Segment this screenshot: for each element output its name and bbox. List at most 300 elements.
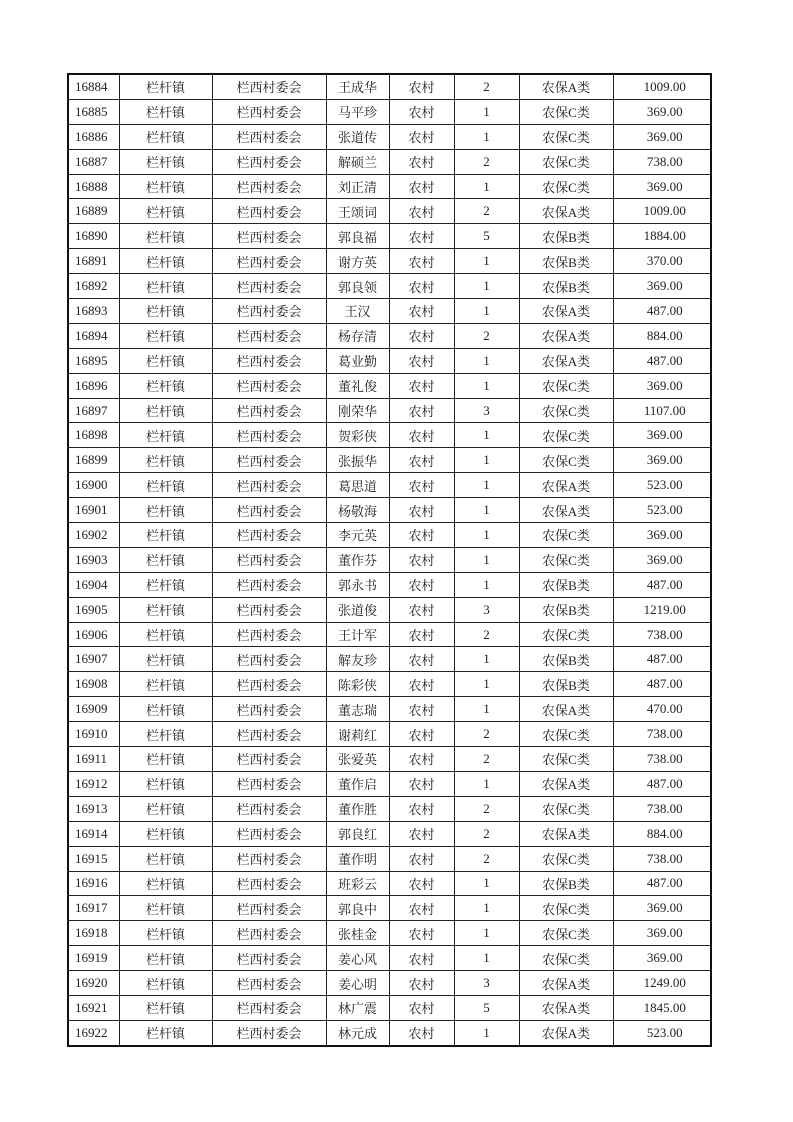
cell-count: 2 — [454, 722, 519, 747]
cell-category: 农保A类 — [519, 771, 613, 796]
cell-village: 栏西村委会 — [212, 871, 326, 896]
table-row — [68, 373, 711, 398]
cell-type: 农村 — [389, 124, 454, 149]
cell-name: 张道俊 — [326, 597, 389, 622]
cell-village: 栏西村委会 — [212, 1020, 326, 1045]
cell-id: 16892 — [68, 274, 119, 299]
cell-id: 16899 — [68, 448, 119, 473]
cell-town: 栏杆镇 — [119, 946, 212, 971]
cell-amount: 369.00 — [613, 523, 711, 548]
cell-amount: 487.00 — [613, 871, 711, 896]
cell-amount: 369.00 — [613, 99, 711, 124]
cell-name: 王颂词 — [326, 199, 389, 224]
cell-category: 农保B类 — [519, 871, 613, 896]
cell-category: 农保C类 — [519, 423, 613, 448]
cell-id: 16914 — [68, 821, 119, 846]
cell-village: 栏西村委会 — [212, 473, 326, 498]
cell-type: 农村 — [389, 249, 454, 274]
cell-village: 栏西村委会 — [212, 523, 326, 548]
cell-town: 栏杆镇 — [119, 398, 212, 423]
cell-name: 董作芬 — [326, 547, 389, 572]
cell-amount: 1249.00 — [613, 971, 711, 996]
cell-count: 1 — [454, 523, 519, 548]
cell-village: 栏西村委会 — [212, 348, 326, 373]
cell-amount: 470.00 — [613, 697, 711, 722]
cell-category: 农保C类 — [519, 747, 613, 772]
cell-count: 3 — [454, 597, 519, 622]
cell-village: 栏西村委会 — [212, 821, 326, 846]
cell-name: 解硕兰 — [326, 149, 389, 174]
cell-name: 姜心风 — [326, 946, 389, 971]
cell-village: 栏西村委会 — [212, 74, 326, 99]
cell-town: 栏杆镇 — [119, 323, 212, 348]
cell-type: 农村 — [389, 323, 454, 348]
cell-category: 农保A类 — [519, 821, 613, 846]
cell-category: 农保A类 — [519, 995, 613, 1020]
cell-id: 16902 — [68, 523, 119, 548]
cell-id: 16911 — [68, 747, 119, 772]
cell-category: 农保B类 — [519, 647, 613, 672]
cell-town: 栏杆镇 — [119, 921, 212, 946]
cell-town: 栏杆镇 — [119, 647, 212, 672]
cell-type: 农村 — [389, 946, 454, 971]
cell-category: 农保A类 — [519, 697, 613, 722]
cell-town: 栏杆镇 — [119, 796, 212, 821]
cell-count: 2 — [454, 846, 519, 871]
cell-town: 栏杆镇 — [119, 448, 212, 473]
table-row — [68, 149, 711, 174]
cell-village: 栏西村委会 — [212, 622, 326, 647]
cell-name: 郭永书 — [326, 572, 389, 597]
cell-name: 林广震 — [326, 995, 389, 1020]
cell-town: 栏杆镇 — [119, 523, 212, 548]
cell-amount: 738.00 — [613, 747, 711, 772]
cell-category: 农保C类 — [519, 896, 613, 921]
cell-id: 16921 — [68, 995, 119, 1020]
cell-village: 栏西村委会 — [212, 647, 326, 672]
cell-count: 1 — [454, 871, 519, 896]
cell-village: 栏西村委会 — [212, 249, 326, 274]
cell-category: 农保C类 — [519, 174, 613, 199]
table-row — [68, 871, 711, 896]
cell-town: 栏杆镇 — [119, 199, 212, 224]
cell-name: 董作启 — [326, 771, 389, 796]
cell-id: 16904 — [68, 572, 119, 597]
table-row — [68, 473, 711, 498]
cell-count: 2 — [454, 622, 519, 647]
cell-village: 栏西村委会 — [212, 299, 326, 324]
cell-count: 2 — [454, 149, 519, 174]
cell-type: 农村 — [389, 398, 454, 423]
cell-town: 栏杆镇 — [119, 971, 212, 996]
cell-town: 栏杆镇 — [119, 498, 212, 523]
cell-amount: 369.00 — [613, 423, 711, 448]
table-row — [68, 348, 711, 373]
cell-town: 栏杆镇 — [119, 572, 212, 597]
cell-type: 农村 — [389, 448, 454, 473]
cell-amount: 369.00 — [613, 448, 711, 473]
cell-amount: 884.00 — [613, 323, 711, 348]
cell-category: 农保C类 — [519, 921, 613, 946]
cell-name: 郭良福 — [326, 224, 389, 249]
cell-town: 栏杆镇 — [119, 821, 212, 846]
cell-type: 农村 — [389, 99, 454, 124]
cell-category: 农保C类 — [519, 622, 613, 647]
cell-id: 16886 — [68, 124, 119, 149]
cell-village: 栏西村委会 — [212, 747, 326, 772]
cell-amount: 884.00 — [613, 821, 711, 846]
cell-id: 16894 — [68, 323, 119, 348]
cell-type: 农村 — [389, 348, 454, 373]
cell-count: 1 — [454, 423, 519, 448]
cell-town: 栏杆镇 — [119, 697, 212, 722]
cell-type: 农村 — [389, 995, 454, 1020]
cell-count: 1 — [454, 1020, 519, 1045]
table-row — [68, 896, 711, 921]
cell-amount: 369.00 — [613, 174, 711, 199]
cell-id: 16906 — [68, 622, 119, 647]
table-row — [68, 697, 711, 722]
cell-town: 栏杆镇 — [119, 99, 212, 124]
cell-town: 栏杆镇 — [119, 373, 212, 398]
cell-village: 栏西村委会 — [212, 398, 326, 423]
cell-amount: 738.00 — [613, 846, 711, 871]
cell-count: 3 — [454, 398, 519, 423]
cell-id: 16884 — [68, 74, 119, 99]
cell-category: 农保C类 — [519, 448, 613, 473]
table-row — [68, 771, 711, 796]
cell-id: 16897 — [68, 398, 119, 423]
cell-id: 16896 — [68, 373, 119, 398]
cell-village: 栏西村委会 — [212, 373, 326, 398]
cell-name: 陈彩侠 — [326, 672, 389, 697]
cell-name: 张振华 — [326, 448, 389, 473]
table-row — [68, 498, 711, 523]
table-row — [68, 547, 711, 572]
cell-amount: 523.00 — [613, 1020, 711, 1045]
cell-id: 16891 — [68, 249, 119, 274]
cell-town: 栏杆镇 — [119, 1020, 212, 1045]
cell-village: 栏西村委会 — [212, 995, 326, 1020]
cell-village: 栏西村委会 — [212, 99, 326, 124]
cell-count: 2 — [454, 821, 519, 846]
cell-town: 栏杆镇 — [119, 995, 212, 1020]
table-row — [68, 672, 711, 697]
table-row — [68, 647, 711, 672]
cell-amount: 1009.00 — [613, 74, 711, 99]
cell-amount: 487.00 — [613, 572, 711, 597]
cell-id: 16916 — [68, 871, 119, 896]
cell-id: 16917 — [68, 896, 119, 921]
table-row — [68, 523, 711, 548]
cell-village: 栏西村委会 — [212, 796, 326, 821]
table-row — [68, 249, 711, 274]
cell-amount: 487.00 — [613, 771, 711, 796]
cell-type: 农村 — [389, 722, 454, 747]
cell-category: 农保B类 — [519, 249, 613, 274]
cell-type: 农村 — [389, 672, 454, 697]
cell-id: 16912 — [68, 771, 119, 796]
cell-amount: 487.00 — [613, 348, 711, 373]
cell-town: 栏杆镇 — [119, 896, 212, 921]
records-table — [67, 73, 712, 1047]
cell-category: 农保C类 — [519, 722, 613, 747]
cell-village: 栏西村委会 — [212, 896, 326, 921]
cell-type: 农村 — [389, 547, 454, 572]
cell-count: 1 — [454, 249, 519, 274]
cell-type: 农村 — [389, 697, 454, 722]
cell-town: 栏杆镇 — [119, 722, 212, 747]
cell-id: 16900 — [68, 473, 119, 498]
cell-name: 姜心明 — [326, 971, 389, 996]
cell-village: 栏西村委会 — [212, 274, 326, 299]
cell-amount: 738.00 — [613, 722, 711, 747]
cell-type: 农村 — [389, 224, 454, 249]
cell-name: 解友珍 — [326, 647, 389, 672]
cell-town: 栏杆镇 — [119, 771, 212, 796]
cell-count: 3 — [454, 971, 519, 996]
cell-village: 栏西村委会 — [212, 149, 326, 174]
cell-count: 1 — [454, 174, 519, 199]
cell-type: 农村 — [389, 149, 454, 174]
cell-name: 王成华 — [326, 74, 389, 99]
cell-town: 栏杆镇 — [119, 423, 212, 448]
cell-name: 张道传 — [326, 124, 389, 149]
cell-count: 1 — [454, 348, 519, 373]
cell-category: 农保A类 — [519, 299, 613, 324]
cell-count: 1 — [454, 572, 519, 597]
cell-amount: 487.00 — [613, 299, 711, 324]
cell-type: 农村 — [389, 971, 454, 996]
cell-count: 5 — [454, 995, 519, 1020]
cell-category: 农保A类 — [519, 348, 613, 373]
cell-count: 1 — [454, 124, 519, 149]
cell-town: 栏杆镇 — [119, 174, 212, 199]
cell-category: 农保B类 — [519, 597, 613, 622]
table-row — [68, 572, 711, 597]
cell-type: 农村 — [389, 747, 454, 772]
cell-village: 栏西村委会 — [212, 124, 326, 149]
cell-amount: 369.00 — [613, 547, 711, 572]
cell-type: 农村 — [389, 174, 454, 199]
cell-name: 王汉 — [326, 299, 389, 324]
cell-town: 栏杆镇 — [119, 747, 212, 772]
cell-town: 栏杆镇 — [119, 149, 212, 174]
cell-count: 2 — [454, 747, 519, 772]
cell-category: 农保A类 — [519, 498, 613, 523]
table-row — [68, 821, 711, 846]
cell-name: 刘正清 — [326, 174, 389, 199]
cell-category: 农保C类 — [519, 124, 613, 149]
cell-type: 农村 — [389, 274, 454, 299]
cell-category: 农保C类 — [519, 373, 613, 398]
table-row — [68, 224, 711, 249]
cell-type: 农村 — [389, 622, 454, 647]
cell-village: 栏西村委会 — [212, 771, 326, 796]
cell-category: 农保C类 — [519, 99, 613, 124]
cell-town: 栏杆镇 — [119, 597, 212, 622]
cell-village: 栏西村委会 — [212, 448, 326, 473]
table-row — [68, 597, 711, 622]
cell-count: 1 — [454, 448, 519, 473]
cell-count: 5 — [454, 224, 519, 249]
table-row — [68, 274, 711, 299]
table-row — [68, 174, 711, 199]
cell-id: 16918 — [68, 921, 119, 946]
cell-name: 葛思道 — [326, 473, 389, 498]
cell-count: 1 — [454, 672, 519, 697]
cell-amount: 738.00 — [613, 622, 711, 647]
cell-type: 农村 — [389, 572, 454, 597]
cell-amount: 1845.00 — [613, 995, 711, 1020]
cell-category: 农保B类 — [519, 672, 613, 697]
cell-type: 农村 — [389, 647, 454, 672]
cell-village: 栏西村委会 — [212, 971, 326, 996]
cell-name: 刚荣华 — [326, 398, 389, 423]
cell-count: 1 — [454, 498, 519, 523]
cell-name: 郭良领 — [326, 274, 389, 299]
cell-town: 栏杆镇 — [119, 622, 212, 647]
cell-category: 农保A类 — [519, 971, 613, 996]
cell-town: 栏杆镇 — [119, 224, 212, 249]
cell-amount: 1107.00 — [613, 398, 711, 423]
table-row — [68, 1020, 711, 1045]
cell-town: 栏杆镇 — [119, 672, 212, 697]
table-row — [68, 921, 711, 946]
cell-count: 1 — [454, 299, 519, 324]
cell-category: 农保B类 — [519, 572, 613, 597]
table-row — [68, 796, 711, 821]
cell-category: 农保C类 — [519, 796, 613, 821]
cell-name: 郭良中 — [326, 896, 389, 921]
cell-type: 农村 — [389, 921, 454, 946]
cell-name: 董作胜 — [326, 796, 389, 821]
cell-type: 农村 — [389, 1020, 454, 1045]
cell-id: 16890 — [68, 224, 119, 249]
table-row — [68, 199, 711, 224]
cell-category: 农保C类 — [519, 149, 613, 174]
cell-village: 栏西村委会 — [212, 697, 326, 722]
cell-category: 农保A类 — [519, 199, 613, 224]
cell-name: 谢莉红 — [326, 722, 389, 747]
cell-name: 贺彩侠 — [326, 423, 389, 448]
cell-category: 农保B类 — [519, 274, 613, 299]
cell-town: 栏杆镇 — [119, 871, 212, 896]
cell-count: 2 — [454, 199, 519, 224]
cell-amount: 370.00 — [613, 249, 711, 274]
cell-type: 农村 — [389, 299, 454, 324]
cell-amount: 738.00 — [613, 149, 711, 174]
cell-village: 栏西村委会 — [212, 323, 326, 348]
cell-count: 1 — [454, 946, 519, 971]
cell-count: 1 — [454, 274, 519, 299]
cell-village: 栏西村委会 — [212, 547, 326, 572]
cell-village: 栏西村委会 — [212, 597, 326, 622]
cell-id: 16885 — [68, 99, 119, 124]
cell-type: 农村 — [389, 896, 454, 921]
cell-id: 16907 — [68, 647, 119, 672]
cell-category: 农保C类 — [519, 398, 613, 423]
cell-village: 栏西村委会 — [212, 722, 326, 747]
cell-town: 栏杆镇 — [119, 274, 212, 299]
cell-count: 1 — [454, 547, 519, 572]
cell-id: 16915 — [68, 846, 119, 871]
cell-category: 农保C类 — [519, 523, 613, 548]
cell-amount: 523.00 — [613, 473, 711, 498]
cell-count: 2 — [454, 74, 519, 99]
cell-category: 农保B类 — [519, 224, 613, 249]
cell-village: 栏西村委会 — [212, 846, 326, 871]
cell-amount: 738.00 — [613, 796, 711, 821]
cell-amount: 523.00 — [613, 498, 711, 523]
table-body — [68, 74, 711, 1046]
table-row — [68, 995, 711, 1020]
cell-village: 栏西村委会 — [212, 921, 326, 946]
cell-name: 杨敬海 — [326, 498, 389, 523]
cell-category: 农保C类 — [519, 846, 613, 871]
cell-amount: 1884.00 — [613, 224, 711, 249]
cell-type: 农村 — [389, 821, 454, 846]
cell-count: 1 — [454, 771, 519, 796]
cell-id: 16905 — [68, 597, 119, 622]
cell-village: 栏西村委会 — [212, 672, 326, 697]
cell-id: 16895 — [68, 348, 119, 373]
cell-category: 农保A类 — [519, 74, 613, 99]
cell-type: 农村 — [389, 473, 454, 498]
cell-name: 杨存清 — [326, 323, 389, 348]
cell-category: 农保C类 — [519, 946, 613, 971]
table-row — [68, 747, 711, 772]
cell-id: 16908 — [68, 672, 119, 697]
cell-amount: 1009.00 — [613, 199, 711, 224]
cell-id: 16920 — [68, 971, 119, 996]
cell-town: 栏杆镇 — [119, 547, 212, 572]
table-row — [68, 946, 711, 971]
cell-id: 16901 — [68, 498, 119, 523]
cell-category: 农保A类 — [519, 323, 613, 348]
cell-category: 农保A类 — [519, 473, 613, 498]
cell-name: 马平珍 — [326, 99, 389, 124]
cell-amount: 369.00 — [613, 274, 711, 299]
cell-amount: 369.00 — [613, 124, 711, 149]
cell-name: 董礼俊 — [326, 373, 389, 398]
cell-count: 2 — [454, 796, 519, 821]
cell-id: 16922 — [68, 1020, 119, 1045]
table-row — [68, 622, 711, 647]
cell-type: 农村 — [389, 423, 454, 448]
cell-name: 张爱英 — [326, 747, 389, 772]
cell-village: 栏西村委会 — [212, 224, 326, 249]
table-row — [68, 448, 711, 473]
cell-category: 农保A类 — [519, 1020, 613, 1045]
cell-id: 16910 — [68, 722, 119, 747]
cell-type: 农村 — [389, 523, 454, 548]
cell-amount: 487.00 — [613, 672, 711, 697]
cell-village: 栏西村委会 — [212, 199, 326, 224]
table-row — [68, 74, 711, 99]
cell-name: 林元成 — [326, 1020, 389, 1045]
cell-village: 栏西村委会 — [212, 423, 326, 448]
cell-amount: 369.00 — [613, 896, 711, 921]
cell-town: 栏杆镇 — [119, 348, 212, 373]
cell-amount: 369.00 — [613, 946, 711, 971]
cell-village: 栏西村委会 — [212, 498, 326, 523]
cell-type: 农村 — [389, 846, 454, 871]
cell-name: 班彩云 — [326, 871, 389, 896]
cell-amount: 1219.00 — [613, 597, 711, 622]
cell-name: 张桂金 — [326, 921, 389, 946]
cell-id: 16913 — [68, 796, 119, 821]
